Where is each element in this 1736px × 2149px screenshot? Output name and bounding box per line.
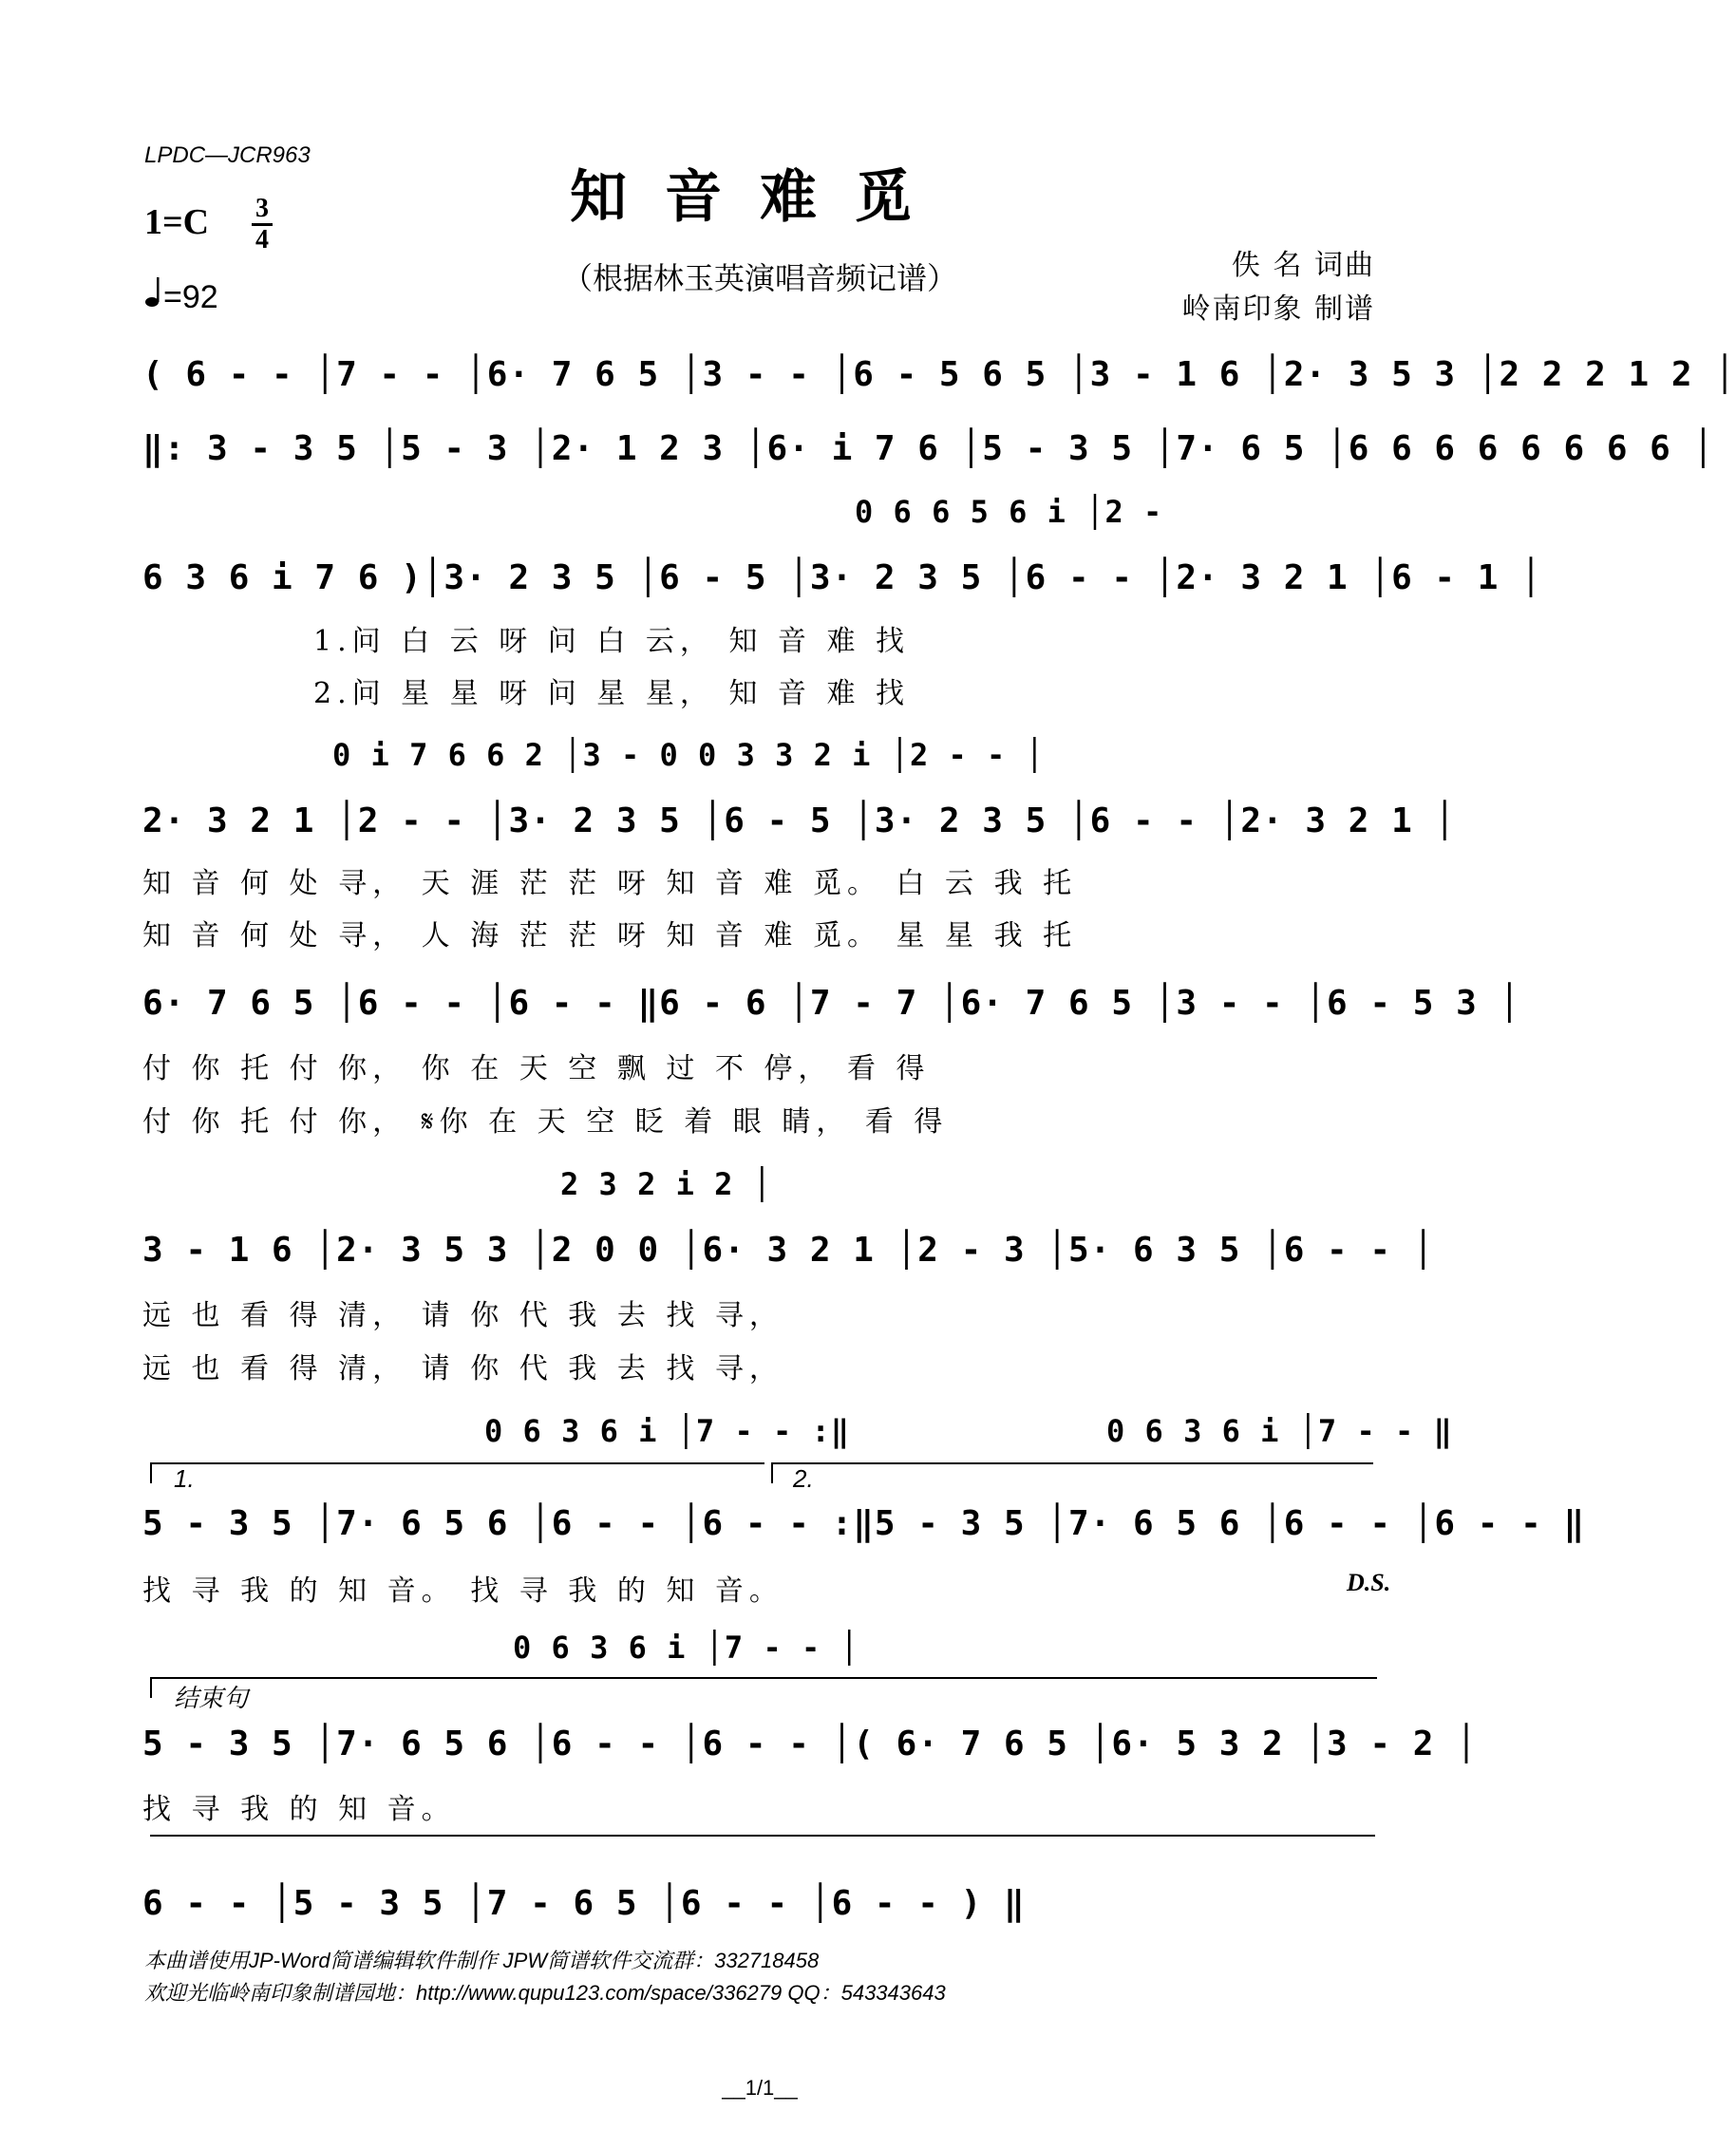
key-signature: 1=C [144,202,210,242]
lyric-line: 找 寻 我 的 知 音。 [142,1793,456,1826]
time-signature-top: 3 [255,194,269,223]
first-ending-bracket [150,1462,764,1483]
lyric-line: 付 你 托 付 你， 你 在 天 空 飘 过 不 停， 看 得 [142,1052,931,1085]
coda-label: 结束句 [174,1684,249,1712]
upper-voice-line: 2 3 2 i 2 │ [560,1166,772,1202]
first-ending-label: 1. [174,1464,195,1493]
footer-line-2: 欢迎光临岭南印象制谱园地：http://www.qupu123.com/space/336279 QQ：543343643 [144,1981,946,2005]
footer-line-1: 本曲谱使用JP-Word简谱编辑软件制作 JPW简谱软件交流群：332718458 [144,1949,820,1972]
subtitle: （根据林玉英演唱音频记谱） [561,260,957,296]
staff-line: 3 - 1 6 │2· 3 5 3 │2 0 0 │6· 3 2 1 │2 - 3 │5· 6 3 5 │6 - - │ [142,1231,1435,1270]
staff-line: 6 - - │5 - 3 5 │7 - 6 5 │6 - - │6 - - ) ‖ [142,1884,1026,1923]
staff-line: 2· 3 2 1 │2 - - │3· 2 3 5 │6 - 5 │3· 2 3 5 │6 - - │2· 3 2 1 │ [142,801,1457,840]
credit-notation: 岭南印象 制谱 [1181,292,1375,326]
dal-segno-mark: D.S. [1347,1569,1391,1596]
tempo-value: =92 [163,279,218,315]
upper-voice-line: 0 6 3 6 i │7 - - ‖ [1106,1413,1453,1449]
time-signature-bottom: 4 [255,225,269,254]
lyric-line: 远 也 看 得 清， 请 你 代 我 去 找 寻， [142,1352,783,1386]
tempo-mark [144,275,218,316]
page-number: __1/1__ [722,2076,798,2100]
lyric-line: 2.问 星 星 呀 问 星 星， 知 音 难 找 [313,677,910,710]
staff-line: ( 6 - - │7 - - │6· 7 6 5 │3 - - │6 - 5 6 5 │3 - 1 6 │2· 3 5 3 │2 2 2 1 2 │ [142,355,1736,394]
staff-line: 5 - 3 5 │7· 6 5 6 │6 - - │6 - - │( 6· 7 6 5 │6· 5 3 2 │3 - 2 │ [142,1725,1478,1763]
lyric-line: 找 寻 我 的 知 音。 找 寻 我 的 知 音。 [142,1574,783,1608]
staff-line: 6 3 6 i 7 6 )│3· 2 3 5 │6 - 5 │3· 2 3 5 │6 - - │2· 3 2 1 │6 - 1 │ [142,558,1542,597]
lyric-line: 1.问 白 云 呀 问 白 云， 知 音 难 找 [313,625,910,658]
lyric-line: 付 你 托 付 你， 𝄋你 在 天 空 眨 着 眼 睛， 看 得 [142,1105,949,1139]
lyric-line: 知 音 何 处 寻， 人 海 茫 茫 呀 知 音 难 觅。 星 星 我 托 [142,919,1078,952]
staff-line: ‖: 3 - 3 5 │5 - 3 │2· 1 2 3 │6· i 7 6 │5 - 3 5 │7· 6 5 │6 6 6 6 6 6 6 6 │ [142,429,1715,468]
score-code: LPDC—JCR963 [144,142,311,168]
quarter-note-icon [144,275,163,308]
upper-voice-line: 0 6 3 6 i │7 - - │ [513,1630,859,1666]
upper-voice-line: 0 6 3 6 i │7 - - :‖ [484,1413,851,1449]
upper-voice-line: 0 i 7 6 6 2 │3 - 0 0 3 3 2 i │2 - - │ [332,737,1045,773]
staff-line: 5 - 3 5 │7· 6 5 6 │6 - - │6 - - :‖5 - 3 5 │7· 6 5 6 │6 - - │6 - - ‖ [142,1504,1586,1543]
second-ending-label: 2. [793,1464,814,1493]
system-rule [150,1835,1375,1837]
credit-lyrics-music: 佚 名 词曲 [1231,249,1375,282]
page-title: 知音难觅 [570,164,950,231]
second-ending-bracket [771,1462,1373,1483]
lyric-line: 知 音 何 处 寻， 天 涯 茫 茫 呀 知 音 难 觅。 白 云 我 托 [142,867,1078,900]
upper-voice-line: 0 6 6 5 6 i │2 - [855,494,1163,530]
coda-bracket [150,1677,1377,1698]
lyric-line: 远 也 看 得 清， 请 你 代 我 去 找 寻， [142,1299,783,1332]
staff-line: 6· 7 6 5 │6 - - │6 - - ‖6 - 6 │7 - 7 │6· 7 6 5 │3 - - │6 - 5 3 │ [142,984,1521,1023]
time-signature [252,195,273,254]
